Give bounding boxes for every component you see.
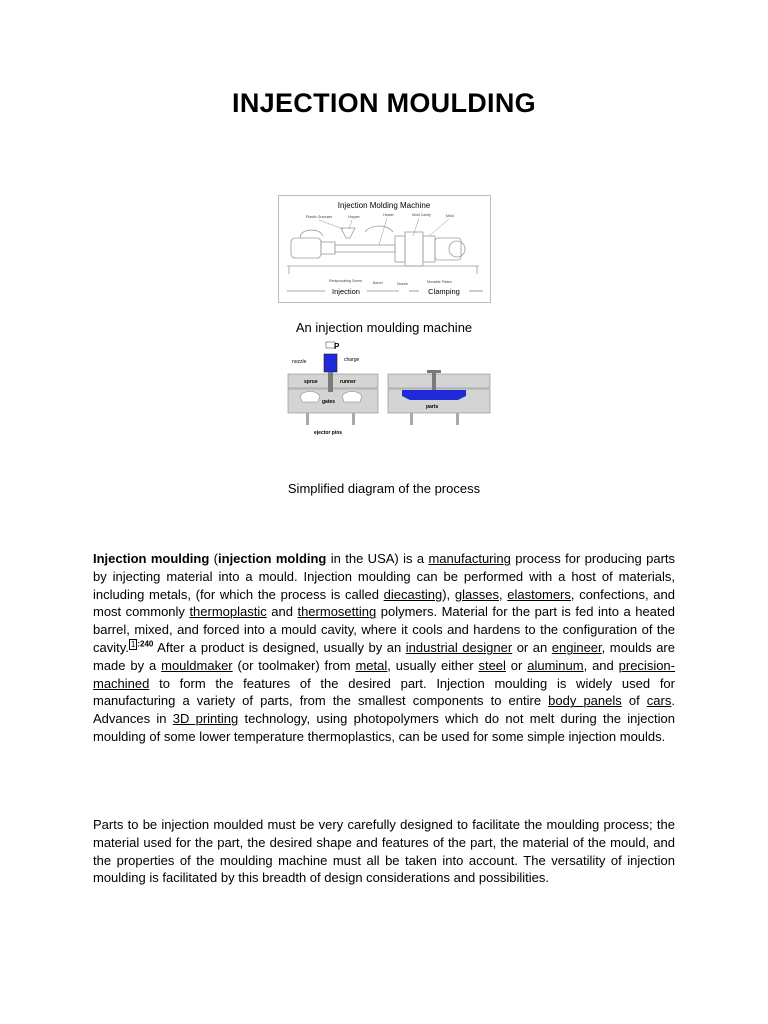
charge-label: charge <box>344 357 360 363</box>
intro-paragraph: Injection moulding (injection molding in the USA) is a manufacturing process for producing parts by injecting material into a mould. Injection moulding can be performed with a host of materials, including metals, (for which the process is called diecasting), glasses, elastomers, confections, and most commonly thermoplastic and thermosetting polymers. Material for the part is fed into a heated barrel, mixed, and forced into a mould cavity, where it cools and hardens to the configuration of the cavity. $^{1 :240}$ After a product is designed, usually by an industrial designer or an engineer, moulds are made by a mouldmaker (or toolmaker) from metal, usually either steel or aluminum, and precision-machined to form the features of the desired part. Injection moulding is widely used for manufacturing a variety of parts, from the smallest components to entire body panels of cars. Advances in 3D printing technology, using photopolymers which do not melt during the injection moulding of some lower temperature thermoplastics, can be used for some simple injection moulds. <box>93 551 676 744</box>
sprue-label: sprue <box>304 379 318 385</box>
figure1-caption: An injection moulding machine <box>295 320 473 335</box>
link-metal[interactable]: metal <box>355 657 388 673</box>
sprue-channel <box>328 372 333 392</box>
link-engineer[interactable]: engineer <box>551 639 602 655</box>
label-reciprocating-screw: Reciprocating Screw <box>329 279 362 283</box>
pressure-label: P <box>334 342 340 351</box>
sprue-cap <box>427 370 441 373</box>
ejector-pin <box>456 413 459 425</box>
label-heater: Heater <box>383 213 394 217</box>
ejector-pin <box>410 413 413 425</box>
term-bold: Injection moulding <box>93 551 210 566</box>
process-figure <box>286 340 492 440</box>
page-title: INJECTION MOULDING <box>232 88 536 118</box>
label-movable-platen: Movable Platen <box>427 280 452 284</box>
nozzle-label: nozzle <box>292 359 307 365</box>
label-hopper: Hopper <box>348 215 360 219</box>
link-cars[interactable]: cars <box>646 693 672 709</box>
link-body-panels[interactable]: body panels <box>548 693 622 709</box>
cavity-left <box>300 392 320 403</box>
link-elastomers[interactable]: elastomers <box>507 586 571 602</box>
link-precision-machined[interactable]: precision-machined <box>93 657 675 691</box>
link-diecasting[interactable]: diecasting <box>383 586 443 602</box>
process-diagram <box>286 340 492 440</box>
label-nozzle: Nozzle <box>397 282 408 286</box>
link-glasses[interactable]: glasses <box>454 586 499 602</box>
figure2-caption: Simplified diagram of the process <box>287 481 481 496</box>
label-mold: Mold <box>446 214 454 218</box>
label-barrel: Barrel <box>373 281 383 285</box>
charge-block <box>324 354 337 372</box>
link-mouldmaker[interactable]: mouldmaker <box>161 657 233 673</box>
ejector-pin <box>352 413 355 425</box>
label-plastic-granules: Plastic Granules <box>306 215 333 219</box>
link-thermosetting[interactable]: thermosetting <box>297 604 377 620</box>
design-paragraph: Parts to be injection moulded must be very carefully designed to facilitate the moulding process; the material used for the part, the desired shape and features of the part, the material of the mould, and the properties of the moulding machine must all be taken into account. The versatility of injection moulding is facilitated by this breadth of design considerations and possibilities. <box>93 817 675 886</box>
ejector-pins-label: ejector pins <box>314 430 343 436</box>
mould-top-right <box>388 374 490 388</box>
label-mold-cavity: Mold Cavity <box>412 213 431 217</box>
link-3d-printing[interactable]: 3D printing <box>172 711 239 727</box>
citation[interactable]: 1 :240 <box>130 639 154 649</box>
section-injection: Injection <box>332 287 360 296</box>
injection-machine-diagram <box>279 196 490 302</box>
link-industrial-designer[interactable]: industrial designer <box>405 639 513 655</box>
gates-label: gates <box>322 399 336 405</box>
sprue-right <box>432 370 436 392</box>
link-thermoplastic[interactable]: thermoplastic <box>189 604 267 620</box>
runner-label: runner <box>340 379 356 385</box>
injection-machine-figure <box>278 195 491 303</box>
parts-label: parts <box>426 404 439 410</box>
link-manufacturing[interactable]: manufacturing <box>428 551 511 566</box>
term-bold-us: injection molding <box>218 551 327 566</box>
link-steel[interactable]: steel <box>478 657 506 673</box>
ejector-pin <box>306 413 309 425</box>
machine-heading: Injection Molding Machine <box>337 201 431 210</box>
moulded-parts <box>402 390 466 400</box>
section-clamping: Clamping <box>428 287 460 296</box>
link-aluminum[interactable]: aluminum <box>527 657 584 673</box>
cavity-right <box>342 392 362 403</box>
